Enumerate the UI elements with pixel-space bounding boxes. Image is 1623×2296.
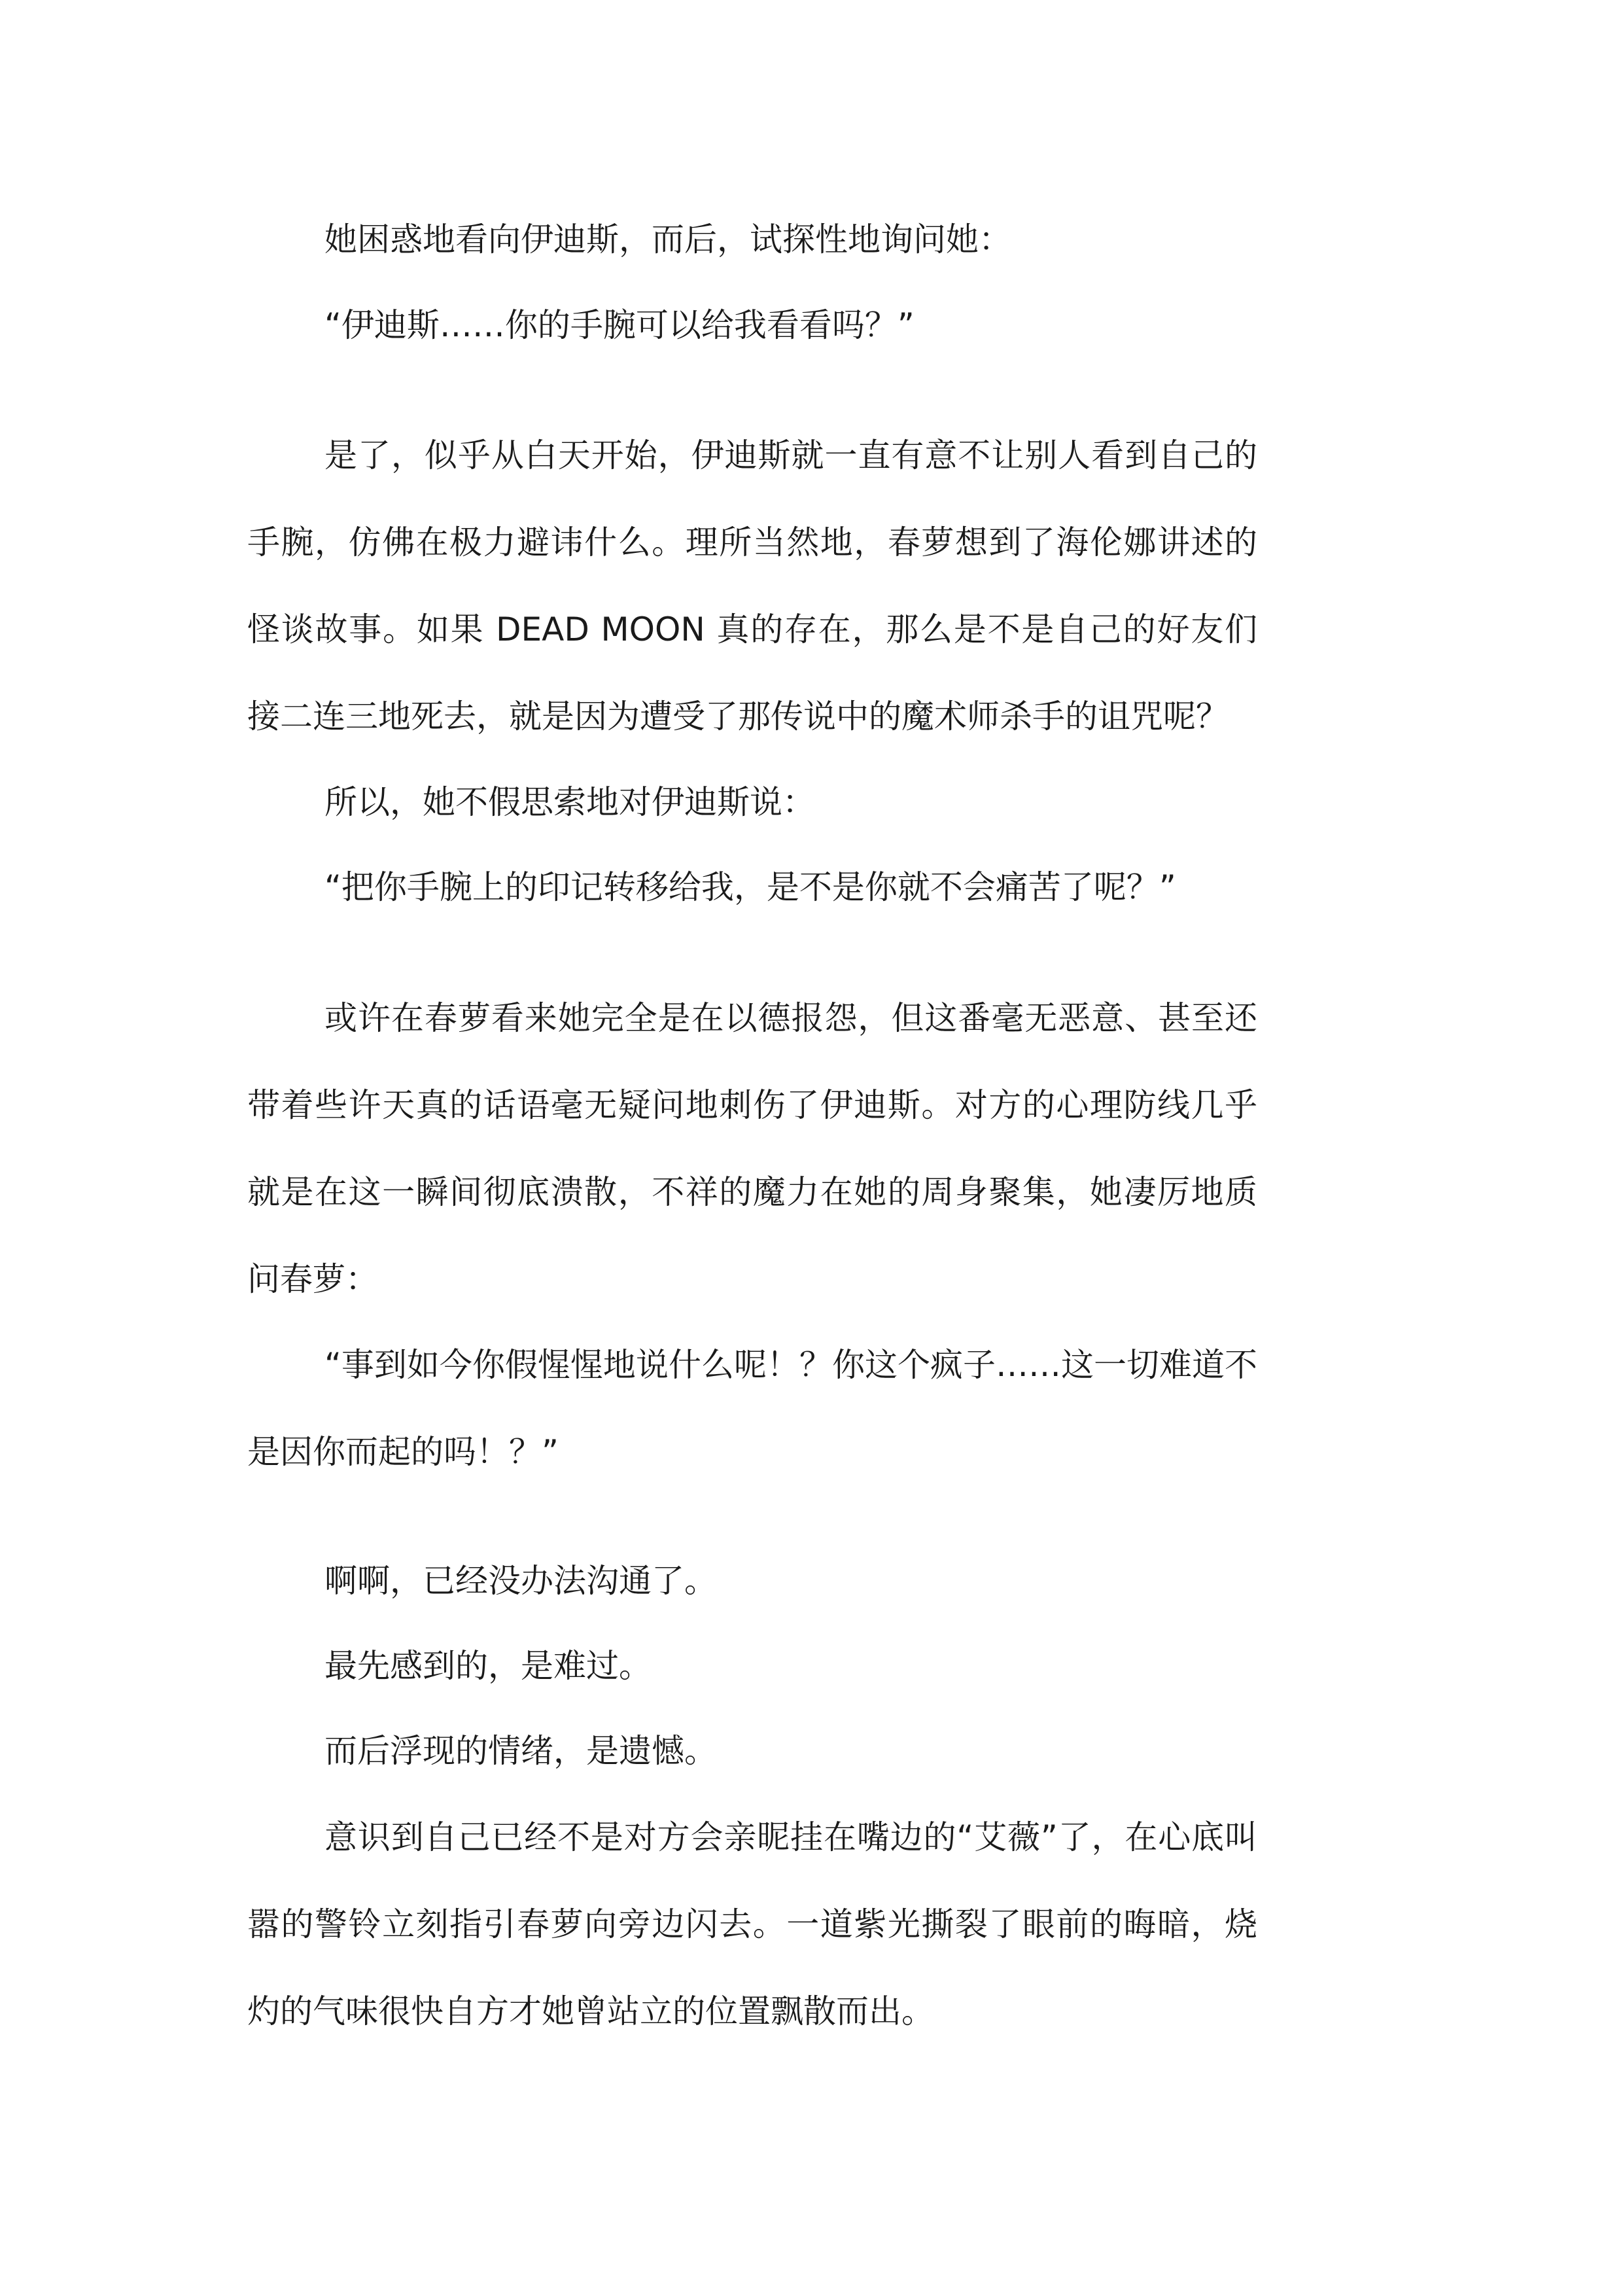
paragraph-3: 是了，似乎从白天开始，伊迪斯就一直有意不让别人看到自己的手腕，仿佛在极力避讳什么。理所当然地，春萝想到了海伦娜讲述的怪谈故事。如果 DEAD MOON 真的存在，那么是不是自己的好友们接二连三地死去，就是因为遭受了那传说中的魔术师杀手的诅咒呢？: [247, 436, 1257, 735]
paragraph-6: 或许在春萝看来她完全是在以德报怨，但这番毫无恶意、甚至还带着些许天真的话语毫无疑问地刺伤了伊迪斯。对方的心理防线几乎就是在这一瞬间彻底溃散，不祥的魔力在她的周身聚集，她凄厉地质问春萝：: [247, 999, 1257, 1298]
paragraph-9: 最先感到的，是难过。: [324, 1647, 652, 1685]
paragraph-5: “把你手腕上的印记转移给我，是不是你就不会痛苦了呢？”: [324, 868, 1176, 906]
paragraph-4: 所以，她不假思索地对伊迪斯说：: [324, 783, 815, 821]
paragraph-7: “事到如今你假惺惺地说什么呢！？你这个疯子……这一切难道不是因你而起的吗！？”: [247, 1346, 1257, 1471]
paragraph-8: 啊啊，已经没办法沟通了。: [324, 1562, 717, 1600]
paragraph-2: “伊迪斯……你的手腕可以给我看看吗？”: [324, 306, 915, 344]
paragraph-1: 她困惑地看向伊迪斯，而后，试探性地询问她：: [324, 221, 1011, 258]
paragraph-11: 意识到自己已经不是对方会亲昵挂在嘴边的“艾薇”了，在心底叫嚣的警铃立刻指引春萝向旁边闪去。一道紫光撕裂了眼前的晦暗，烧灼的气味很快自方才她曾站立的位置飘散而出。: [247, 1818, 1257, 2030]
paragraph-10: 而后浮现的情绪，是遗憾。: [324, 1732, 717, 1770]
